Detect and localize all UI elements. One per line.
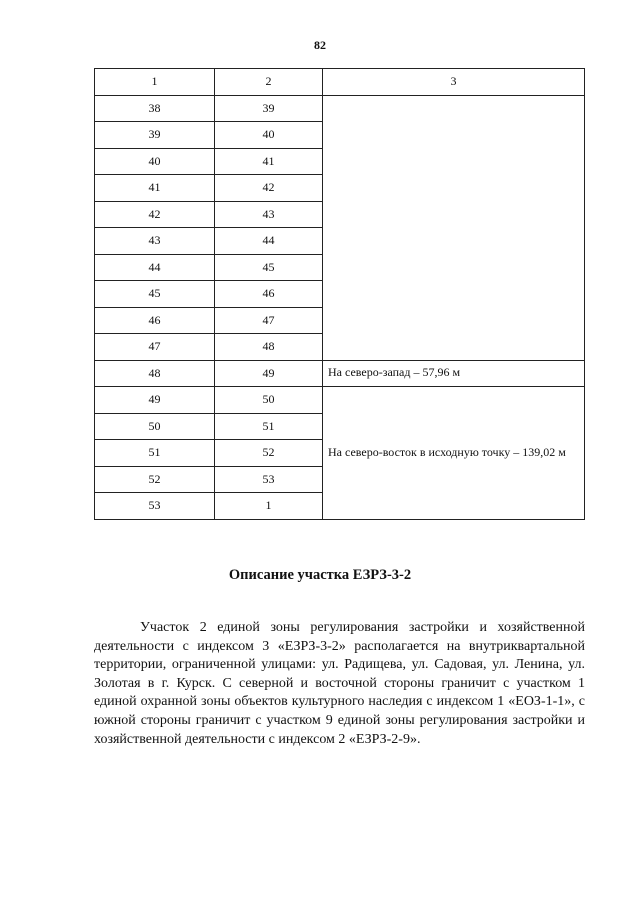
point-to: 51 <box>215 413 323 440</box>
point-to: 40 <box>215 122 323 149</box>
point-to: 52 <box>215 440 323 467</box>
point-from: 42 <box>95 201 215 228</box>
point-to: 1 <box>215 493 323 520</box>
point-to: 47 <box>215 307 323 334</box>
point-from: 41 <box>95 175 215 202</box>
point-from: 40 <box>95 148 215 175</box>
header-cell-3: 3 <box>323 69 585 96</box>
direction-description <box>323 95 585 360</box>
point-from: 53 <box>95 493 215 520</box>
table-row <box>95 95 585 122</box>
table-row <box>95 387 585 414</box>
point-to: 49 <box>215 360 323 387</box>
point-from: 52 <box>95 466 215 493</box>
section-title: Описание участка ЕЗРЗ-3-2 <box>228 567 412 583</box>
point-from: 39 <box>95 122 215 149</box>
point-from: 46 <box>95 307 215 334</box>
point-to: 41 <box>215 148 323 175</box>
point-to: 50 <box>215 387 323 414</box>
point-from: 44 <box>95 254 215 281</box>
point-from: 49 <box>95 387 215 414</box>
point-to: 44 <box>215 228 323 255</box>
table-header-row <box>95 69 585 96</box>
header-cell-2: 2 <box>215 69 323 96</box>
point-to: 45 <box>215 254 323 281</box>
point-to: 39 <box>215 95 323 122</box>
coordinates-table <box>94 68 585 520</box>
point-from: 50 <box>95 413 215 440</box>
point-from: 38 <box>95 95 215 122</box>
point-from: 43 <box>95 228 215 255</box>
direction-description: На северо-запад – 57,96 м <box>323 360 585 387</box>
table-row <box>95 360 585 387</box>
page-number: 82 <box>314 38 326 52</box>
point-to: 43 <box>215 201 323 228</box>
header-cell-1: 1 <box>95 69 215 96</box>
point-to: 42 <box>215 175 323 202</box>
direction-description: На северо-восток в исходную точку – 139,02 м <box>323 387 585 520</box>
point-to: 53 <box>215 466 323 493</box>
point-to: 48 <box>215 334 323 361</box>
point-from: 48 <box>95 360 215 387</box>
point-from: 51 <box>95 440 215 467</box>
point-from: 47 <box>95 334 215 361</box>
point-to: 46 <box>215 281 323 308</box>
body-paragraph: Участок 2 единой зоны регулирования застройки и хозяйственной деятельности с индексом 3 «ЕЗРЗ-3-2» располагается на внутриквартальной территории, ограниченной улицами: ул. Радищева, ул. Садовая, ул. Ленина, ул. Золотая в г. Курск. С северной и восточной стороны граничит с участком 1 единой охранной зоны объектов культурного наследия с индексом 1 «ЕОЗ-1-1», с южной стороны граничит с участком 9 единой зоны регулирования застройки и хозяйственной деятельности с индексом 2 «ЕЗРЗ-2-9». <box>94 620 585 747</box>
point-from: 45 <box>95 281 215 308</box>
